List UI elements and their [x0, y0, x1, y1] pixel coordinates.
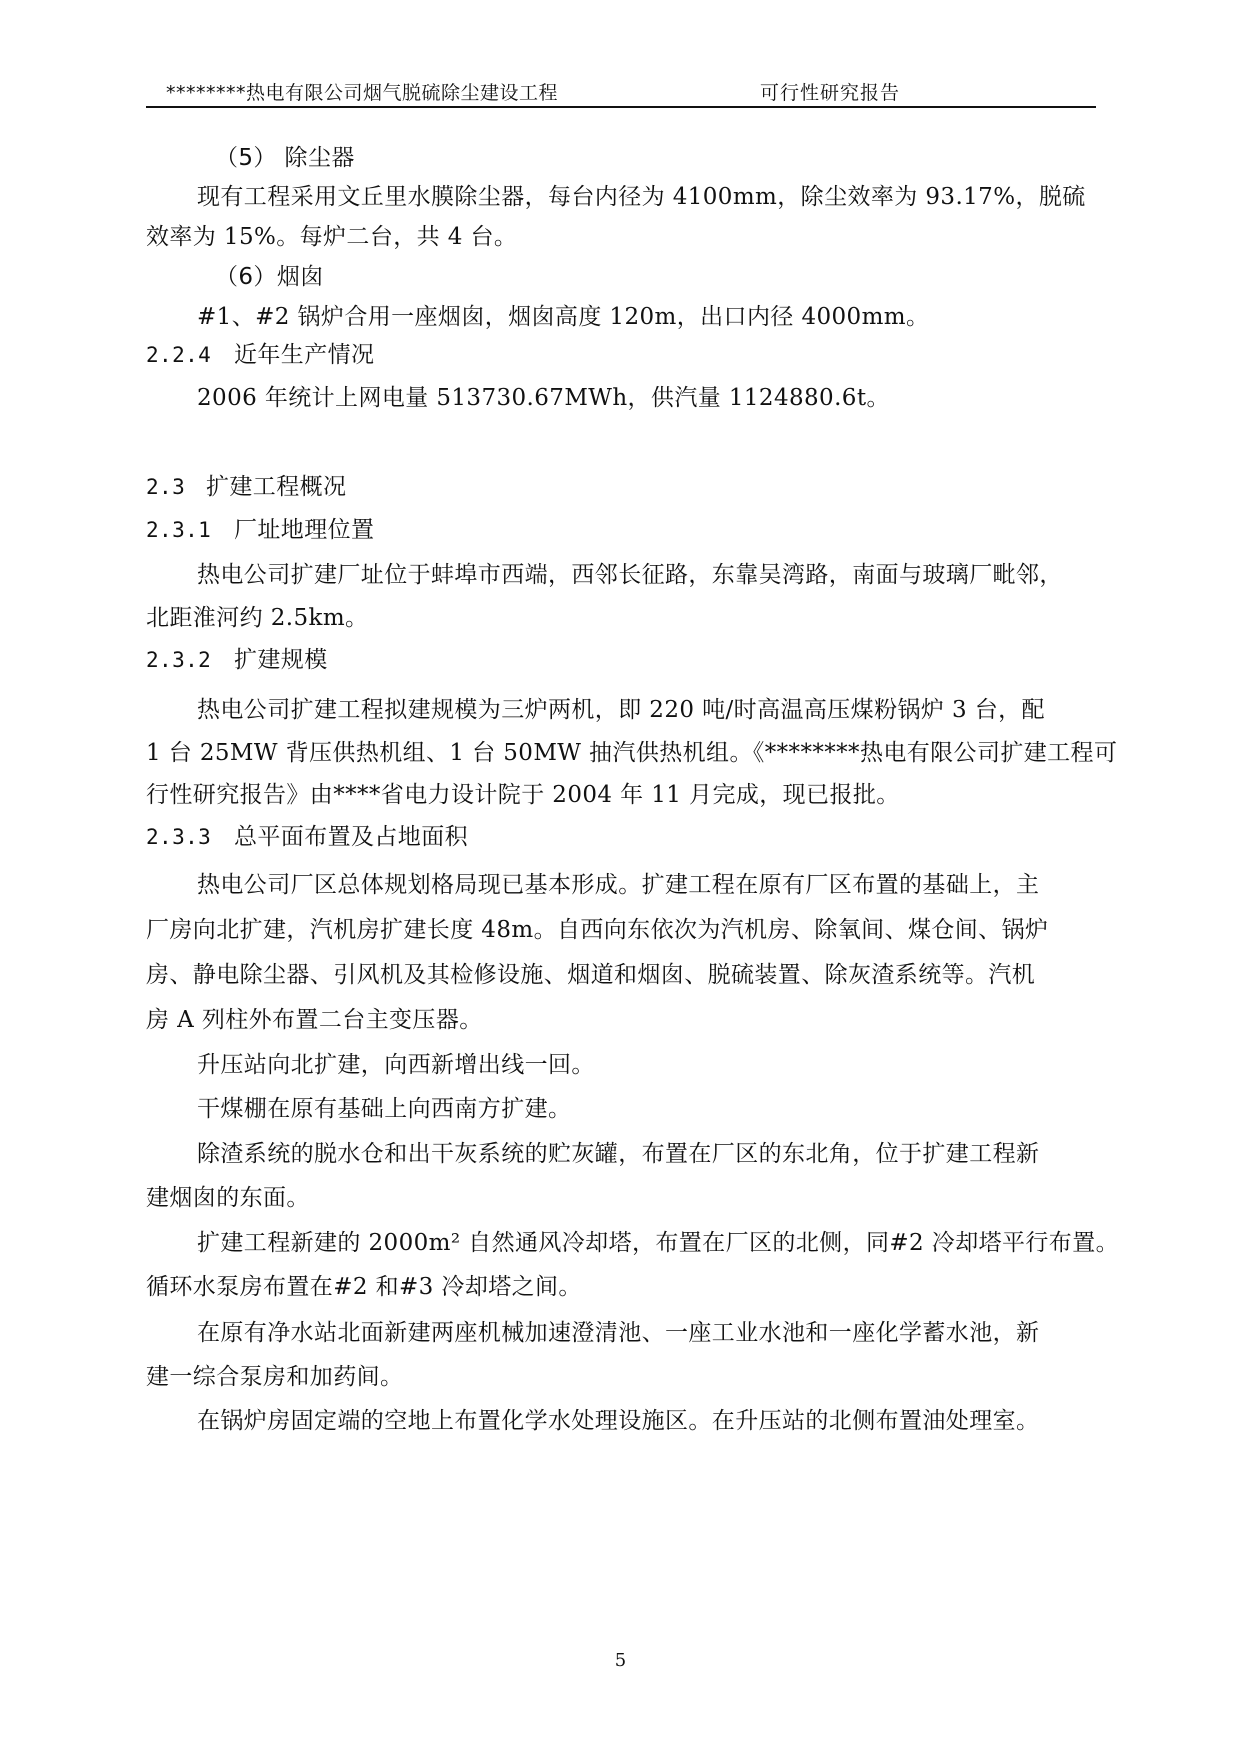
paragraph-line: 干煤棚在原有基础上向西南方扩建。	[197, 1096, 572, 1122]
paragraph-line: 效率为 15%。每炉二台，共 4 台。	[146, 224, 518, 250]
header-document-title: ********热电有限公司烟气脱硫除尘建设工程	[166, 82, 559, 104]
page-number: 5	[614, 1650, 627, 1671]
section-number: 2.3	[146, 475, 186, 499]
subsection-heading-dust-collector: （5） 除尘器	[215, 145, 355, 171]
page-header	[146, 70, 1096, 108]
paragraph-line: 建一综合泵房和加药间。	[146, 1364, 404, 1390]
paragraph-line: 2006 年统计上网电量 513730.67MWh，供汽量 1124880.6t。	[197, 385, 890, 411]
section-number: 2.3.1	[146, 518, 212, 542]
section-title: 近年生产情况	[234, 342, 375, 368]
paragraph-line: 厂房向北扩建，汽机房扩建长度 48m。自西向东依次为汽机房、除氧间、煤仓间、锅炉	[146, 917, 1049, 943]
section-heading-2-2-4	[146, 340, 1096, 370]
section-heading-2-3-1	[146, 515, 1096, 545]
paragraph-line: 1 台 25MW 背压供热机组、1 台 50MW 抽汽供热机组。《********热电有限公司扩建工程可	[146, 740, 1118, 766]
paragraph-line: 热电公司厂区总体规划格局现已基本形成。扩建工程在原有厂区布置的基础上，主	[197, 872, 1040, 898]
paragraph-line: 行性研究报告》由****省电力设计院于 2004 年 11 月完成，现已报批。	[146, 782, 900, 808]
section-title: 扩建规模	[234, 647, 328, 673]
section-title: 总平面布置及占地面积	[234, 824, 468, 850]
paragraph-line: 扩建工程新建的 2000m² 自然通风冷却塔，布置在厂区的北侧，同#2 冷却塔平行布置。	[197, 1230, 1120, 1256]
paragraph-line: 升压站向北扩建，向西新增出线一回。	[197, 1052, 595, 1078]
paragraph-line: 房 A 列柱外布置二台主变压器。	[146, 1007, 483, 1033]
section-title: 扩建工程概况	[206, 474, 347, 500]
paragraph-line: 北距淮河约 2.5km。	[146, 605, 369, 631]
paragraph-line: 在原有净水站北面新建两座机械加速澄清池、一座工业水池和一座化学蓄水池，新	[197, 1320, 1040, 1346]
paragraph-line: 在锅炉房固定端的空地上布置化学水处理设施区。在升压站的北侧布置油处理室。	[197, 1408, 1040, 1434]
subsection-heading-chimney: （6）烟囱	[215, 264, 324, 290]
section-number: 2.3.2	[146, 648, 212, 672]
section-number: 2.2.4	[146, 343, 212, 367]
section-heading-2-3	[146, 472, 1096, 502]
paragraph-line: #1、#2 锅炉合用一座烟囱，烟囱高度 120m，出口内径 4000mm。	[197, 304, 930, 330]
paragraph-line: 循环水泵房布置在#2 和#3 冷却塔之间。	[146, 1274, 582, 1300]
paragraph-line: 现有工程采用文丘里水膜除尘器，每台内径为 4100mm，除尘效率为 93.17%，脱硫	[197, 184, 1086, 210]
paragraph-line: 建烟囱的东面。	[146, 1185, 310, 1211]
paragraph-line: 房、静电除尘器、引风机及其检修设施、烟道和烟囱、脱硫装置、除灰渣系统等。汽机	[146, 962, 1036, 988]
paragraph-line: 热电公司扩建工程拟建规模为三炉两机，即 220 吨/时高温高压煤粉锅炉 3 台，配	[197, 697, 1045, 723]
paragraph-line: 热电公司扩建厂址位于蚌埠市西端，西邻长征路，东靠吴湾路，南面与玻璃厂毗邻，	[197, 562, 1063, 588]
section-heading-2-3-3	[146, 822, 1096, 852]
section-title: 厂址地理位置	[234, 517, 375, 543]
header-report-type: 可行性研究报告	[760, 82, 901, 104]
section-heading-2-3-2	[146, 645, 1096, 675]
paragraph-line: 除渣系统的脱水仓和出干灰系统的贮灰罐，布置在厂区的东北角，位于扩建工程新	[197, 1141, 1040, 1167]
section-number: 2.3.3	[146, 825, 212, 849]
